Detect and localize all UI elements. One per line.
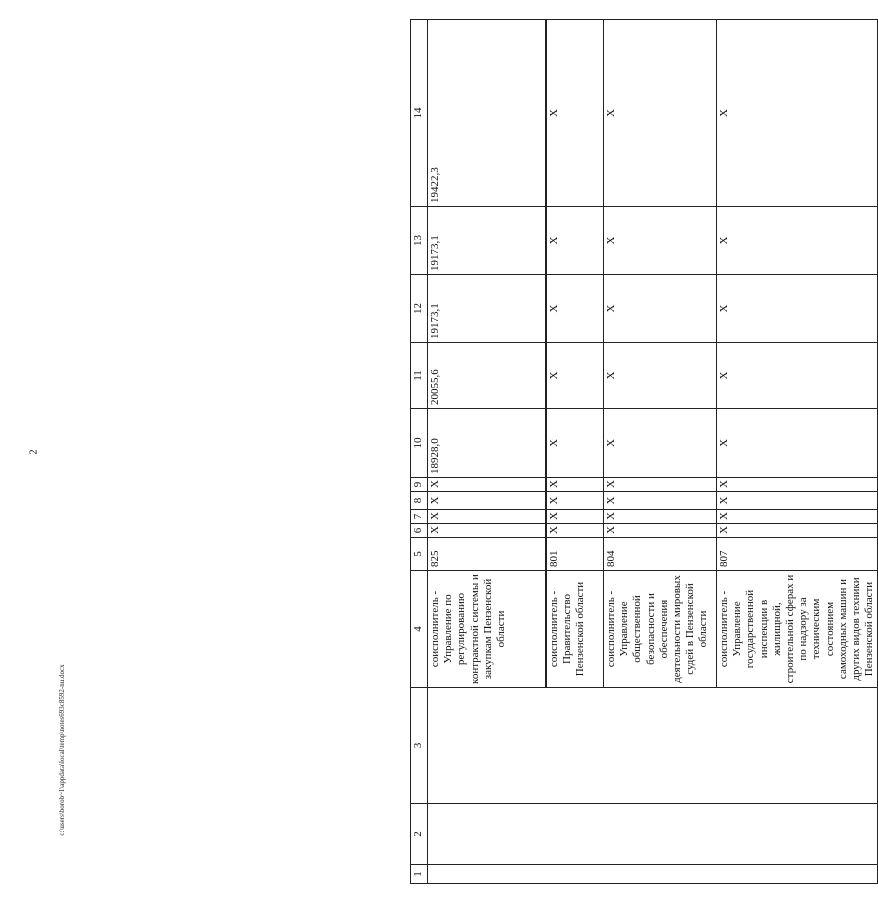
cell-col1 <box>428 865 878 884</box>
column-header: 8 <box>411 492 428 510</box>
executor-cell: соисполнитель - Управление по регулированию контрактной системы и закупкам Пензенской области <box>428 571 547 688</box>
page-number: 2 <box>28 449 40 455</box>
table-cell: X <box>604 409 717 478</box>
column-header: 2 <box>411 804 428 865</box>
column-header: 12 <box>411 275 428 343</box>
table-cell: X <box>717 20 878 207</box>
column-header: 7 <box>411 510 428 524</box>
rotated-page <box>74 20 876 884</box>
table-cell: X <box>717 478 878 492</box>
table-cell: X <box>717 275 878 343</box>
table-cell: X <box>717 492 878 510</box>
column-header: 1 <box>411 865 428 884</box>
table-cell: X <box>604 524 717 538</box>
table-cell: X <box>604 492 717 510</box>
table-cell: X <box>604 20 717 207</box>
table-cell: X <box>428 510 547 524</box>
table-cell: X <box>546 492 604 510</box>
code-cell: 825 <box>428 538 547 571</box>
table-cell: 19173,1 <box>428 275 547 343</box>
code-cell: 807 <box>717 538 878 571</box>
table-cell: X <box>546 409 604 478</box>
table-cell: X <box>428 524 547 538</box>
table-cell: X <box>546 20 604 207</box>
budget-table <box>410 19 878 884</box>
table-cell: X <box>546 275 604 343</box>
table-cell: X <box>604 275 717 343</box>
cell-col2 <box>428 804 878 865</box>
executor-cell: соисполнитель - Управление общественной безопасности и обеспечения деятельности мировых судей в Пензенской области <box>604 571 717 688</box>
column-header: 6 <box>411 524 428 538</box>
column-header: 11 <box>411 343 428 409</box>
column-header: 10 <box>411 409 428 478</box>
table-cell: X <box>604 343 717 409</box>
table-cell: X <box>428 478 547 492</box>
rotated-table-area <box>410 20 876 884</box>
table-cell: X <box>546 478 604 492</box>
table-cell: X <box>717 510 878 524</box>
table-cell: X <box>717 409 878 478</box>
code-cell: 804 <box>604 538 717 571</box>
column-header: 3 <box>411 688 428 804</box>
column-header: 13 <box>411 207 428 275</box>
header-row <box>411 20 428 884</box>
cell-col3 <box>428 688 878 804</box>
column-header: 14 <box>411 20 428 207</box>
table-cell: X <box>717 524 878 538</box>
table-cell: X <box>546 207 604 275</box>
executor-cell: соисполнитель - Управление государственной инспекции в жилищной, строительной сферах и по надзору за техническим состоянием самоходных машин и других видов техники Пензенской области <box>717 571 878 688</box>
table-cell: X <box>604 478 717 492</box>
table-cell: X <box>546 510 604 524</box>
table-cell: X <box>717 343 878 409</box>
table-cell: X <box>546 524 604 538</box>
table-cell: 19173,1 <box>428 207 547 275</box>
table-cell: X <box>604 510 717 524</box>
column-header: 9 <box>411 478 428 492</box>
table-row <box>428 20 547 884</box>
table-cell: 19422,3 <box>428 20 547 207</box>
table-cell: X <box>428 492 547 510</box>
column-header: 5 <box>411 538 428 571</box>
executor-cell: соисполнитель - Правительство Пензенской области <box>546 571 604 688</box>
table-cell: 20055,6 <box>428 343 547 409</box>
table-cell: X <box>717 207 878 275</box>
column-header: 4 <box>411 571 428 688</box>
table-cell: 18928,0 <box>428 409 547 478</box>
footer-file-path: c:\users\borob~1\appdata\local\temp\notes693c8592-nu.docx <box>58 664 66 836</box>
code-cell: 801 <box>546 538 604 571</box>
table-cell: X <box>604 207 717 275</box>
table-cell: X <box>546 343 604 409</box>
